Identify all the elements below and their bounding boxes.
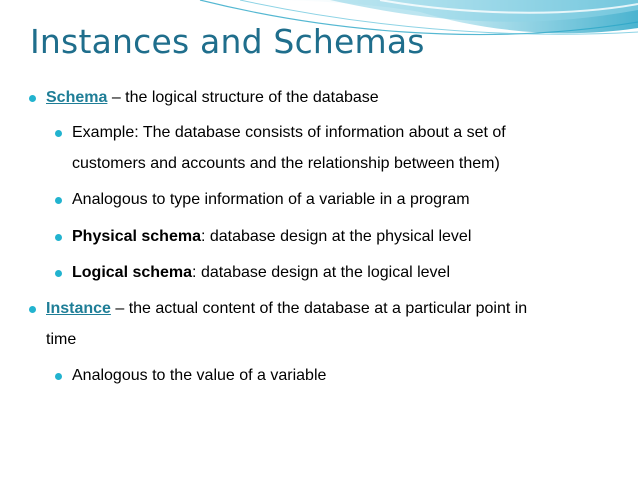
bullet-icon [55, 197, 62, 204]
bullet-instance-cont: time [46, 331, 77, 348]
schema-link[interactable]: Schema [46, 89, 108, 106]
bullet-example-cont: customers and accounts and the relationship between them) [72, 155, 500, 172]
bullet-instance: Instance – the actual content of the database at a particular point in [46, 300, 528, 317]
bullet-icon [29, 95, 36, 102]
bullet-analogous-type: Analogous to type information of a variable in a program [72, 191, 470, 208]
slide-title: Instances and Schemas [30, 22, 425, 61]
bullet-example: Example: The database consists of information about a set of [72, 124, 506, 141]
bullet-logical-schema: Logical schema: database design at the logical level [72, 264, 450, 281]
bullet-schema: Schema – the logical structure of the database [46, 89, 379, 106]
bullet-icon [55, 373, 62, 380]
bullet-icon [55, 234, 62, 241]
bullet-icon [55, 270, 62, 277]
bullet-analogous-value: Analogous to the value of a variable [72, 367, 327, 384]
bullet-icon [55, 130, 62, 137]
instance-link[interactable]: Instance [46, 300, 111, 317]
bullet-physical-schema: Physical schema: database design at the physical level [72, 228, 472, 245]
bullet-icon [29, 306, 36, 313]
